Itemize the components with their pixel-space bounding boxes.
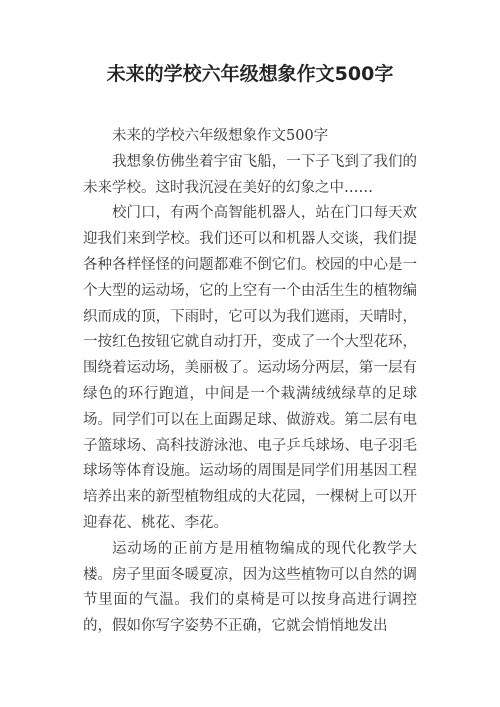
paragraph-heading: 未来的学校六年级想象作文500字 (112, 128, 329, 144)
paragraph-intro: 我想象仿佛坐着宇宙飞船，一下子飞到了我们的未来学校。这时我沉浸在美好的幻象之中…… (83, 153, 417, 196)
paragraph-teaching-building: 运动场的正前方是用植物编成的现代化教学大楼。房子里面冬暖夏凉，因为这些植物可以自然的调节里面的气温。我们的桌椅是可以按身高进行调控的，假如你写字姿势不正确，它就会悄悄地发出 (83, 540, 417, 635)
paragraph-school-gate: 校门口，有两个高智能机器人，站在门口每天欢迎我们来到学校。我们还可以和机器人交谈，我们提各种各样怪怪的问题都难不倒它们。校园的中心是一个大型的运动场，它的上空有一个由活生生的植物编织而成的顶，下雨时，它可以为我们遮雨，天晴时，一按红色按钮它就自动打开，变成了一个大型花环，围绕着运动场，美丽极了。运动场分两层，第一层有绿色的环行跑道，中间是一个栽满绒绒绿草的足球场。同学们可以在上面踢足球、做游戏。第二层有电子篮球场、高科技游泳池、电子乒乓球场、电子羽毛球场等体育设施。运动场的周围是同学们用基因工程培养出来的新型植物组成的大花园，一棵树上可以开迎春花、桃花、李花。 (83, 205, 417, 531)
document-title: 未来的学校六年级想象作文500字 (106, 63, 394, 85)
document-body (83, 124, 417, 640)
